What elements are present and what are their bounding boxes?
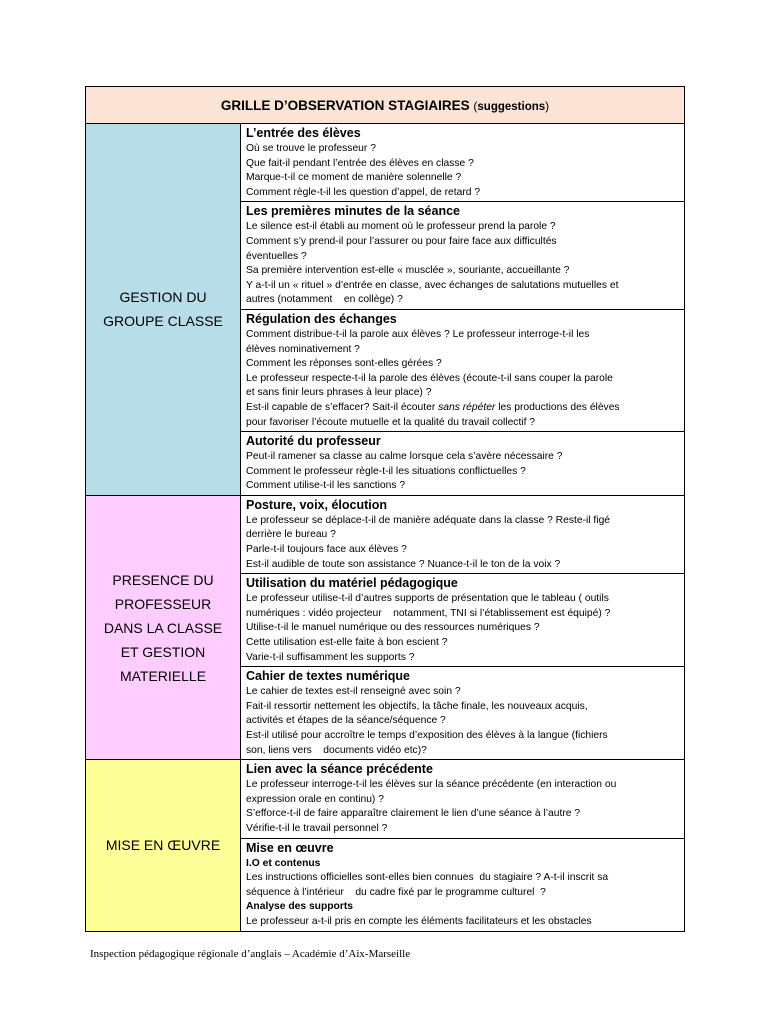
section-premieres-minutes: Les premières minutes de la séance Le silence est-il établi au moment où le professeur prend la parole ? Comment s’y prend-il pour l’assurer ou pour faire face aux difficultés éventuelles ? Sa première intervention est-elle « musclée », souriante, accueillante ? Y a-t-il un « rituel » d’entrée en classe, avec échanges de salutations mutuelles et autres (notamment en collège) ? [241,202,685,310]
page-footer: Inspection pédagogique régionale d’anglais – Académie d’Aix-Marseille [90,948,411,960]
section-posture-voix: Posture, voix, élocution Le professeur se déplace-t-il de manière adéquate dans la classe ? Reste-il figé derrière le bureau ? Parle-t-il toujours face aux élèves ? Est-il audible de toute son assistance ? Nuance-t-il le ton de la voix ? [241,495,685,573]
subheading-io-contenus: I.O et contenus [246,857,321,869]
section-heading: Lien avec la séance précédente [246,762,433,777]
subheading-analyse-supports: Analyse des supports [246,901,354,913]
section-heading: L’entrée des élèves [246,126,361,140]
section-lien-seance-precedente: Lien avec la séance précédente Le professeur interroge-t-il les élèves sur la séance précédente (en interaction ou expression orale en continu) ? S’efforce-t-il de faire apparaître clairement le lien d’une séance à l’autre ? Vérifie-t-il le travail personnel ? [241,760,685,838]
section-heading: Utilisation du matériel pédagogique [246,576,458,591]
section-heading: Mise en œuvre [246,840,334,855]
section-heading: Posture, voix, élocution [246,497,387,512]
section-heading: Les premières minutes de la séance [246,204,460,219]
section-mise-en-oeuvre: Mise en œuvre I.O et contenus Les instructions officielles sont-elles bien connues du stagiaire ? A-t-il inscrit sa séquence à l’intérieur du cadre fixé par le programme culturel ? Analyse des supports Le professeur a-t-il pris en compte les éléments facilitateurs et les obstacles [241,838,685,931]
category-mise-en-oeuvre: MISE EN ŒUVRE [86,760,241,931]
section-cahier-textes: Cahier de textes numérique Le cahier de textes est-il renseigné avec soin ? Fait-il ressortir nettement les objectifs, la tâche finale, les nouveaux acquis, activités et étapes de la séance/séquence ? Est-il utilisé pour accroître le temps d’exposition des élèves à la langue (fichiers son, liens vers documents vidéo etc)? [241,667,685,760]
section-autorite-professeur: Autorité du professeur Peut-il ramener sa classe au calme lorsque cela s’avère nécessaire ? Comment le professeur règle-t-il les situations conflictuelles ? Comment utilise-t-il les sanctions ? [241,432,685,496]
observation-grid [85,86,685,932]
grid-title: GRILLE D’OBSERVATION STAGIAIRES (suggestions) [86,87,685,124]
category-gestion-groupe-classe: GESTION DU GROUPE CLASSE [86,124,241,496]
category-presence-professeur: PRESENCE DU PROFESSEUR DANS LA CLASSE ET GESTION MATERIELLE [86,495,241,759]
section-heading: Cahier de textes numérique [246,669,410,684]
section-heading: Régulation des échanges [246,311,397,326]
section-entree-eleves: L’entrée des élèves Où se trouve le professeur ? Que fait-il pendant l’entrée des élèves en classe ? Marque-t-il ce moment de manière solennelle ? Comment règle-t-il les question d’appel, de retard ? [241,124,685,202]
title-main: GRILLE D’OBSERVATION STAGIAIRES [220,97,470,113]
section-heading: Autorité du professeur [246,434,381,449]
title-suffix: suggestions [477,100,546,113]
section-regulation-echanges: Régulation des échanges Comment distribue-t-il la parole aux élèves ? Le professeur interroge-t-il les élèves nominativement ? Comment les réponses sont-elles gérées ? Le professeur respecte-t-il la parole des élèves (écoute-t-il sans couper la parole et sans finir leurs phrases à leur place) ? Est-il capable de s’effacer? Sait-il écouter sans répéter les productions des élèves pour favoriser l’écoute mutuelle et la qualité du travail collectif ? [241,309,685,431]
section-materiel-pedagogique: Utilisation du matériel pédagogique Le professeur utilise-t-il d’autres supports de présentation que le tableau ( outils numériques : vidéo projecteur notamment, TNI si l’établissement est équipé) ? Utilise-t-il le manuel numérique ou des ressources numériques ? Cette utilisation est-elle faite à bon escient ? Varie-t-il suffisamment les supports ? [241,574,685,667]
